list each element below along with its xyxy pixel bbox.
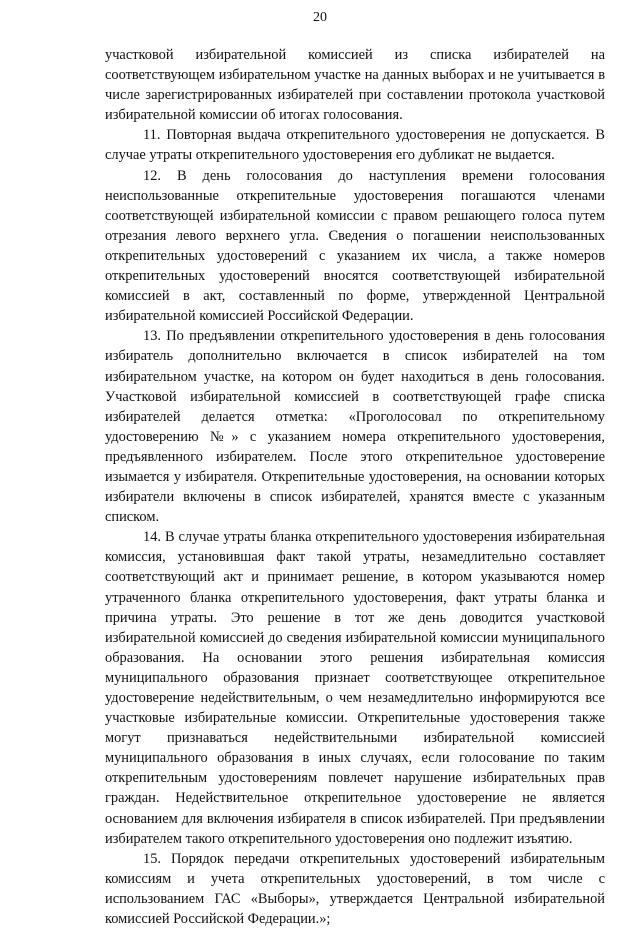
paragraph-item-11: 11. Повторная выдача открепительного удостоверения не допускается. В случае утраты открепительного удостоверения его дубликат не выдается. — [105, 127, 605, 164]
page-number: 20 — [313, 10, 327, 25]
paragraph-item-14: 14. В случае утраты бланка открепительного удостоверения избирательная комиссия, установившая факт такой утраты, незамедлительно составляет соответствующий акт и принимает решение, в котором указываются номер утраченного бланка открепительного удостоверения, факт утраты бланка и причина утраты. Это решение в тот же день доводится участковой избирательной комиссией до сведения избирательной комиссии муниципального образования. На основании этого решения избирательная комиссия муниципального образования признает соответствующее открепительное удостоверение недействительным, о чем незамедлительно информируются все участковые избирательные комиссии. Открепительные удостоверения также могут признаваться недействительными избирательной комиссией муниципального образования в иных случаях, если голосование по таким открепительным удостоверениям повлечет нарушение избирательных прав граждан. Недействительное открепительное удостоверение не является основанием для включения избирателя в список избирателей. При предъявлении избирателем такого открепительного удостоверения оно подлежит изъятию. — [105, 529, 605, 847]
document-body — [105, 45, 605, 929]
paragraph-item-15: 15. Порядок передачи открепительных удостоверений избирательным комиссиям и учета открепительных удостоверений, в том числе с использованием ГАС «Выборы», утверждается Центральной избирательной комиссией Российской Федерации.»; — [105, 850, 605, 928]
paragraph-item-13: 13. По предъявлении открепительного удостоверения в день голосования избиратель дополнительно включается в список избирателей на том избирательном участке, на котором он будет находиться в день голосования. Участковой избирательной комиссией в соответствующей графе списка избирателей делается отметка: «Проголосовал по открепительному удостоверению №» с указанием номера открепительного удостоверения, предъявленного избирателем. После этого открепительное удостоверение изымается у избирателя. Открепительные удостоверения, на основании которых избиратели включены в список избирателей, хранятся вместе с указанным списком. — [105, 328, 605, 526]
paragraph-item-12: 12. В день голосования до наступления времени голосования неиспользованные открепительные удостоверения погашаются членами соответствующей избирательной комиссии с правом решающего голоса путем отрезания левого верхнего угла. Сведения о погашении неиспользованных открепительных удостоверений с указанием их числа, а также номеров открепительных удостоверений вносятся соответствующей избирательной комиссией в акт, составленный по форме, утвержденной Центральной избирательной комиссией Российской Федерации. — [105, 167, 605, 325]
paragraph-continuation: участковой избирательной комиссией из списка избирателей на соответствующем избирательном участке на данных выборах и не учитывается в числе зарегистрированных избирателей при составлении протокола участковой избирательной комиссии об итогах голосования. — [105, 47, 605, 124]
